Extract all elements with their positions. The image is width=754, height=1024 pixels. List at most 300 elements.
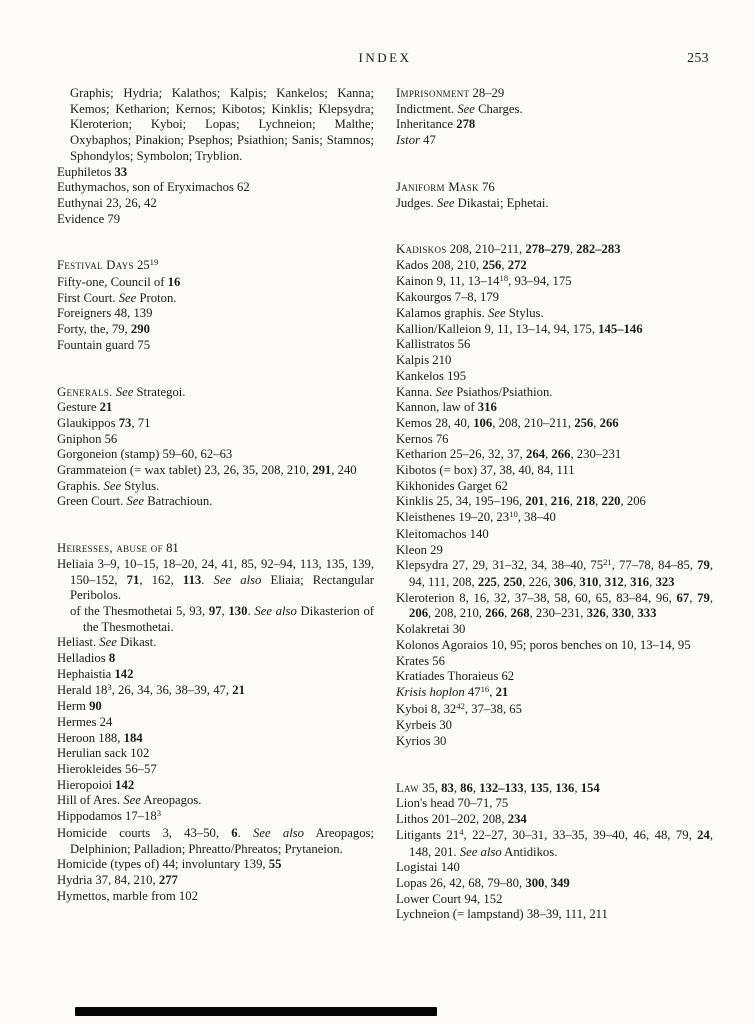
index-entry (396, 718, 713, 734)
entry-text-segment: 206 (409, 606, 429, 621)
entry-text-segment: 330 (612, 606, 632, 621)
index-entry (396, 907, 713, 923)
entry-text-segment: 142 (114, 666, 134, 681)
entry-text-segment: 35, (418, 780, 442, 795)
entry-text-segment: , (544, 494, 551, 509)
index-column-right (396, 86, 713, 923)
entry-text-segment: , (545, 447, 552, 462)
index-entry (57, 258, 374, 275)
entry-text-segment: Fountain guard 75 (57, 337, 151, 352)
entry-text-segment: 316 (477, 400, 497, 415)
entry-text-segment: Forty, the, 79, (57, 322, 131, 337)
entry-text-segment: 79 (697, 590, 710, 605)
index-entry (57, 731, 374, 747)
entry-text-segment: . (201, 572, 214, 587)
entry-text-segment: Heroon 188, (57, 730, 124, 745)
entry-text-segment: , (631, 606, 638, 621)
entry-text-segment: 250 (503, 574, 523, 589)
entry-text-segment: Helladios (57, 651, 109, 666)
entry-text-segment: Gesture (57, 400, 100, 415)
index-entry (57, 889, 374, 905)
entry-text-segment: Kadiskos (396, 242, 447, 257)
entry-text-segment: Lithos 201–202, 208, (396, 812, 508, 827)
entry-text-segment: 33 (114, 164, 128, 179)
entry-text-segment: 306 (553, 574, 573, 589)
index-entry (57, 275, 374, 291)
index-entry (396, 828, 713, 860)
entry-text-segment: 97 (208, 603, 222, 618)
entry-text-segment: Kratiades Thoraieus 62 (396, 669, 515, 684)
index-entry (396, 892, 713, 908)
entry-text-segment: Kikhonides Garget 62 (396, 478, 508, 493)
entry-text-segment: 136 (555, 780, 575, 795)
entry-text-segment: Euphiletos (57, 164, 115, 179)
index-entry (57, 873, 374, 889)
index-entry (396, 369, 713, 385)
entry-text-segment: See (126, 494, 145, 509)
entry-text-segment: Litigants 21 (396, 827, 460, 842)
entry-text-segment: Euthynai 23, 26, 42 (57, 195, 157, 210)
index-entry (57, 746, 374, 762)
entry-text-segment: Gorgoneion (stamp) 59–60, 62–63 (57, 447, 233, 462)
entry-text-segment: Fifty-one, Council of (57, 275, 168, 290)
entry-text-segment: Strategoi. (133, 384, 186, 399)
entry-text-segment: 310 (579, 574, 599, 589)
index-entry (396, 290, 713, 306)
entry-text-segment: , (501, 257, 508, 272)
index-entry (396, 734, 713, 750)
entry-text-segment: See also (254, 603, 297, 618)
index-entry (57, 762, 374, 778)
entry-text-segment: 6 (231, 825, 238, 840)
index-entry (57, 165, 374, 181)
entry-text-segment: Hymettos, marble from 102 (57, 888, 198, 903)
entry-text-segment: 18 (499, 272, 509, 283)
entry-text-segment: Lopas 26, 42, 68, 79–80, (396, 875, 526, 890)
entry-text-segment: Hill of Ares. (57, 793, 124, 808)
entry-text-segment: 47 (464, 684, 481, 699)
entry-text-segment: Herm (57, 699, 90, 714)
entry-text-segment: Stylus. (505, 306, 544, 321)
entry-text-segment: , (496, 574, 504, 589)
index-entry (396, 591, 713, 622)
index-entry (396, 102, 713, 118)
entry-text-segment: Festival Days (57, 258, 134, 273)
index-entry (396, 654, 713, 670)
entry-text-segment: 55 (268, 857, 282, 872)
entry-text-segment: Generals. (57, 384, 113, 399)
entry-text-segment: Kinklis 25, 34, 195–196, (396, 494, 526, 509)
entry-text-segment: 113 (182, 572, 202, 587)
entry-text-segment: , 226, (522, 574, 554, 589)
entry-text-segment: Kyrbeis 30 (396, 718, 453, 733)
entry-text-segment: , (689, 590, 698, 605)
entry-text-segment: , (649, 574, 656, 589)
entry-text-segment: Janiform Mask (396, 179, 479, 194)
entry-text-segment: 145–146 (598, 321, 643, 336)
entry-text-segment: 10 (509, 509, 518, 520)
entry-text-segment: , 208, 210, (428, 606, 486, 621)
index-entry (57, 400, 374, 416)
entry-text-segment: 201 (525, 494, 545, 509)
entry-text-segment: 266 (599, 415, 619, 430)
entry-text-segment: Eliaia; Rectangular Peribolos. (70, 572, 374, 603)
index-entry (396, 860, 713, 876)
entry-text-segment: Inheritance (396, 117, 457, 132)
entry-text-segment: 3 (107, 681, 112, 692)
entry-text-segment: 86 (460, 780, 473, 795)
entry-text-segment: Herulian sack 102 (57, 746, 150, 761)
entry-text-segment: See (115, 384, 134, 399)
entry-text-segment: , (453, 780, 461, 795)
index-entry (57, 857, 374, 873)
entry-text-segment: Kleitomachos 140 (396, 526, 489, 541)
entry-text-segment: 312 (604, 574, 624, 589)
entry-text-segment: . (247, 603, 255, 618)
entry-text-segment: 216 (550, 494, 570, 509)
entry-text-segment: 278 (456, 117, 476, 132)
entry-text-segment: Glaukippos (57, 415, 119, 430)
index-entry (396, 353, 713, 369)
index-entry (57, 635, 374, 651)
entry-text-segment: Evidence 79 (57, 211, 121, 226)
index-entry (57, 826, 374, 857)
entry-text-segment: 21 (603, 557, 612, 568)
entry-text-segment: 266 (551, 447, 571, 462)
index-entry (396, 669, 713, 685)
entry-text-segment: 220 (601, 494, 621, 509)
entry-text-segment: 73 (118, 415, 132, 430)
entry-text-segment: See also (459, 844, 502, 859)
entry-text-segment: 256 (482, 257, 502, 272)
index-entry (396, 400, 713, 416)
index-entry (396, 242, 713, 258)
index-group (57, 541, 374, 904)
scan-artifact-bar (75, 1007, 437, 1016)
entry-text-segment: Kleon 29 (396, 542, 443, 557)
entry-text-segment: Law (396, 780, 419, 795)
index-entry (396, 543, 713, 559)
index-entry (396, 306, 713, 322)
index-columns (57, 86, 713, 923)
index-entry (396, 796, 713, 812)
entry-text-segment: 21 (99, 400, 113, 415)
entry-text-segment: Hippodamos 17–18 (57, 809, 157, 824)
entry-text-segment: Green Court. (57, 494, 127, 509)
entry-text-segment: 234 (507, 812, 527, 827)
entry-text-segment: , (574, 780, 581, 795)
entry-text-segment: 135 (529, 780, 549, 795)
entry-text-segment: Charges. (474, 101, 523, 116)
entry-text-segment: Ketharion 25–26, 32, 37, (396, 447, 527, 462)
entry-text-segment: , (472, 780, 480, 795)
entry-text-segment: See also (213, 572, 262, 587)
entry-text-segment: 79 (697, 558, 710, 573)
entry-text-segment: Graphis; Hydria; Kalathos; Kalpis; Kankelos; Kanna; Kemos; Ketharion; Kernos; Kibotos; Kinklis; Klepsydra; Kleroterion; Kyboi; Lopas; Lychneion; Malthe; Oxybaphos; Pinakion; Psephos; Psiathion; Sanis; Stamnos; Sphondylos; Symbolon; Tryblion. (70, 86, 374, 163)
entry-text-segment: , (598, 574, 605, 589)
entry-text-segment: 272 (507, 257, 527, 272)
index-entry (57, 699, 374, 715)
entry-text-segment: , 71 (131, 415, 151, 430)
index-group (57, 258, 374, 353)
entry-text-segment: Dikasterion of the Thesmothetai. (83, 603, 375, 634)
entry-text-segment: Indictment. (396, 101, 458, 116)
entry-text-segment: 16 (167, 275, 181, 290)
entry-text-segment: 106 (473, 415, 493, 430)
entry-text-segment: Klepsydra 27, 29, 31–32, 34, 38–40, 75 (396, 558, 604, 573)
entry-text-segment: 25 (133, 258, 150, 273)
entry-text-segment: Kalamos graphis. (396, 306, 488, 321)
entry-text-segment: Krates 56 (396, 653, 445, 668)
entry-text-segment: 19 (149, 257, 159, 268)
entry-text-segment: See also (253, 825, 304, 840)
entry-text-segment: 130 (228, 603, 248, 618)
index-entry (396, 558, 713, 590)
index-entry (57, 778, 374, 794)
index-entry (396, 274, 713, 291)
entry-text-segment: 67 (676, 590, 690, 605)
entry-text-segment: , (623, 574, 631, 589)
entry-text-segment: Dikastai; Ephetai. (454, 195, 549, 210)
entry-text-segment: Kibotos (= box) 37, 38, 40, 84, 111 (396, 463, 575, 478)
index-entry (396, 117, 713, 133)
index-entry (57, 494, 374, 510)
index-entry (57, 212, 374, 228)
index-entry (396, 258, 713, 274)
index-entry (396, 385, 713, 401)
entry-text-segment: Kolakretai 30 (396, 622, 466, 637)
index-entry (396, 622, 713, 638)
entry-text-segment: 3 (156, 808, 162, 819)
index-entry (396, 322, 713, 338)
entry-text-segment: , 162, (139, 572, 183, 587)
entry-text-segment: Kemos 28, 40, (396, 415, 474, 430)
entry-text-segment: , (544, 875, 551, 890)
entry-text-segment: , 208, 210–211, (492, 415, 575, 430)
entry-text-segment: 349 (550, 875, 570, 890)
entry-text-segment: Hermes 24 (57, 714, 113, 729)
entry-text-segment: See (123, 793, 141, 808)
entry-text-segment: Kannon, law of (396, 400, 478, 415)
page-number: 253 (687, 50, 709, 65)
entry-text-segment: Kyrios 30 (396, 734, 447, 749)
entry-text-segment: Kalpis 210 (396, 353, 452, 368)
index-entry (396, 494, 713, 510)
entry-text-segment: , 230–231, (529, 606, 587, 621)
index-entry (396, 876, 713, 892)
entry-text-segment: Kankelos 195 (396, 368, 467, 383)
entry-text-segment: 264 (526, 447, 546, 462)
entry-text-segment: Batrachioun. (144, 494, 213, 509)
entry-text-segment: 154 (580, 780, 600, 795)
index-entry (396, 527, 713, 543)
entry-text-segment: , (595, 494, 602, 509)
index-entry (57, 447, 374, 463)
entry-text-segment: 42 (456, 700, 465, 711)
entry-text-segment: Areopagos; Delphinion; Palladion; Phreatto/Phreatos; Prytaneion. (70, 825, 374, 856)
entry-text-segment: . (237, 825, 254, 840)
entry-text-segment: 83 (441, 780, 454, 795)
entry-text-segment: Lychneion (= lampstand) 38–39, 111, 211 (396, 907, 608, 922)
entry-text-segment: of the Thesmothetai 5, 93, (70, 603, 209, 618)
index-column-left (57, 86, 374, 923)
entry-text-segment: See (435, 384, 454, 399)
entry-text-segment: See (103, 478, 122, 493)
entry-text-segment: Stylus. (121, 478, 160, 493)
entry-text-segment: Hydria 37, 84, 210, (57, 872, 159, 887)
entry-text-segment: , 148, 201. (409, 827, 714, 859)
entry-text-segment: Graphis. (57, 478, 104, 493)
entry-text-segment: 16 (480, 684, 490, 695)
entry-text-segment: 184 (123, 730, 143, 745)
entry-text-segment: 81 (162, 541, 179, 556)
index-entry (57, 463, 374, 479)
index-entry (396, 447, 713, 463)
entry-text-segment: Kallion/Kalleion 9, 11, 13–14, 94, 175, (396, 321, 599, 336)
entry-text-segment: See (436, 195, 455, 210)
entry-text-segment: 24 (697, 827, 710, 842)
entry-text-segment: Krisis hoplon (396, 684, 465, 699)
index-entry (396, 86, 713, 102)
entry-text-segment: Psiathos/Psiathion. (453, 384, 553, 399)
index-entry (396, 463, 713, 479)
entry-text-segment: , 240 (331, 463, 357, 478)
index-entry (57, 683, 374, 700)
entry-text-segment: See (99, 635, 117, 650)
entry-text-segment: Homicide courts 3, 43–50, (57, 825, 232, 840)
entry-text-segment: Heliast. (57, 635, 100, 650)
index-group (57, 385, 374, 511)
entry-text-segment: , (523, 780, 530, 795)
entry-text-segment: , (221, 603, 229, 618)
entry-text-segment: 28–29 (469, 86, 505, 100)
entry-text-segment: 208, 210–211, (446, 242, 526, 257)
entry-text-segment: , (504, 606, 511, 621)
index-entry (396, 638, 713, 654)
entry-text-segment: Judges. (396, 195, 437, 210)
entry-text-segment: , 26, 34, 36, 38–39, 47, (111, 682, 233, 697)
entry-text-segment: 90 (89, 699, 102, 714)
entry-text-segment: Kleisthenes 19–20, 23 (396, 510, 510, 525)
index-entry (57, 291, 374, 307)
index-entry (57, 338, 374, 354)
entry-text-segment: , 94, 111, 208, (409, 558, 714, 589)
entry-text-segment: , (489, 684, 496, 699)
index-entry (396, 432, 713, 448)
index-group (396, 242, 713, 750)
index-entry (57, 196, 374, 212)
entry-text-segment: First Court. (57, 290, 119, 305)
entry-text-segment: Hierokleides 56–57 (57, 762, 157, 777)
entry-text-segment: Kallistratos 56 (396, 337, 471, 352)
entry-text-segment: 4 (459, 826, 464, 837)
index-entry (396, 812, 713, 828)
entry-text-segment: Dikast. (116, 635, 157, 650)
entry-text-segment: 218 (576, 494, 596, 509)
entry-text-segment: Logistai 140 (396, 860, 460, 875)
index-entry (396, 510, 713, 527)
entry-text-segment: , (709, 590, 714, 605)
entry-text-segment: Foreigners 48, 139 (57, 306, 153, 321)
index-entry (396, 416, 713, 432)
index-entry (396, 337, 713, 353)
index-entry (396, 196, 713, 212)
entry-text-segment: 266 (485, 606, 505, 621)
index-entry (57, 479, 374, 495)
entry-text-segment: Kakourgos 7–8, 179 (396, 290, 500, 305)
entry-text-segment: Kolonos Agoraios 10, 95; poros benches on 10, 13–14, 95 (396, 637, 691, 652)
entry-text-segment: Gniphon 56 (57, 431, 118, 446)
entry-text-segment: , (569, 494, 577, 509)
entry-text-segment: 256 (574, 415, 594, 430)
entry-text-segment: Heiresses, abuse of (57, 541, 163, 556)
entry-text-segment: 21 (232, 682, 245, 697)
entry-text-segment: , 37–38, 65 (464, 701, 522, 716)
entry-text-segment: 268 (510, 606, 530, 621)
entry-text-segment: 316 (630, 574, 650, 589)
entry-text-segment: , 38–40 (517, 510, 556, 525)
entry-text-segment: 300 (525, 875, 545, 890)
entry-text-segment: Lower Court 94, 152 (396, 891, 503, 906)
entry-text-segment: 323 (655, 574, 675, 589)
index-entry (396, 702, 713, 719)
index-entry (57, 667, 374, 683)
entry-text-segment: Grammateion (= wax tablet) 23, 26, 35, 208, 210, (57, 463, 313, 478)
page-header (57, 50, 713, 66)
index-entry (57, 793, 374, 809)
entry-text-segment: , (605, 606, 612, 621)
entry-text-segment: Istor (396, 133, 420, 148)
index-entry (57, 651, 374, 667)
entry-text-segment: , (548, 780, 556, 795)
index-entry (57, 809, 374, 826)
page-title: INDEX (358, 50, 412, 65)
entry-text-segment: 47 (419, 133, 436, 148)
entry-text-segment: , (573, 574, 580, 589)
index-entry (57, 541, 374, 557)
entry-text-segment: , 230–231 (570, 447, 622, 462)
index-entry (396, 685, 713, 702)
entry-text-segment: Kleroterion 8, 16, 32, 37–38, 58, 60, 65, 83–84, 96, (396, 590, 677, 605)
entry-text-segment: Kados 208, 210, (396, 257, 483, 272)
entry-text-segment: , 77–78, 84–85, (611, 558, 698, 573)
index-entry (57, 432, 374, 448)
entry-text-segment: , (593, 415, 600, 430)
entry-text-segment: Kainon 9, 11, 13–14 (396, 273, 500, 288)
entry-text-segment: Homicide (types of) 44; involuntary 139, (57, 857, 269, 872)
index-entry (57, 180, 374, 196)
entry-text-segment: 76 (478, 179, 495, 194)
entry-text-segment: 282–283 (576, 242, 621, 257)
index-entry (396, 781, 713, 797)
entry-text-segment: , 22–27, 30–31, 33–35, 39–40, 46, 48, 79, (463, 827, 698, 842)
index-group (396, 86, 713, 149)
index-entry (396, 133, 713, 149)
entry-text-segment: , 93–94, 175 (508, 273, 572, 288)
entry-text-segment: 132–133 (479, 780, 524, 795)
entry-text-segment: Kernos 76 (396, 431, 449, 446)
entry-text-segment: 225 (477, 574, 497, 589)
index-entry (57, 715, 374, 731)
entry-text-segment: See (487, 306, 506, 321)
entry-text-segment: 21 (495, 684, 509, 699)
entry-text-segment: Kanna. (396, 384, 436, 399)
entry-text-segment: Proton. (136, 290, 177, 305)
entry-text-segment: See (118, 290, 137, 305)
entry-text-segment: 290 (130, 322, 150, 337)
entry-text-segment: 8 (108, 651, 116, 666)
index-group (396, 781, 713, 923)
